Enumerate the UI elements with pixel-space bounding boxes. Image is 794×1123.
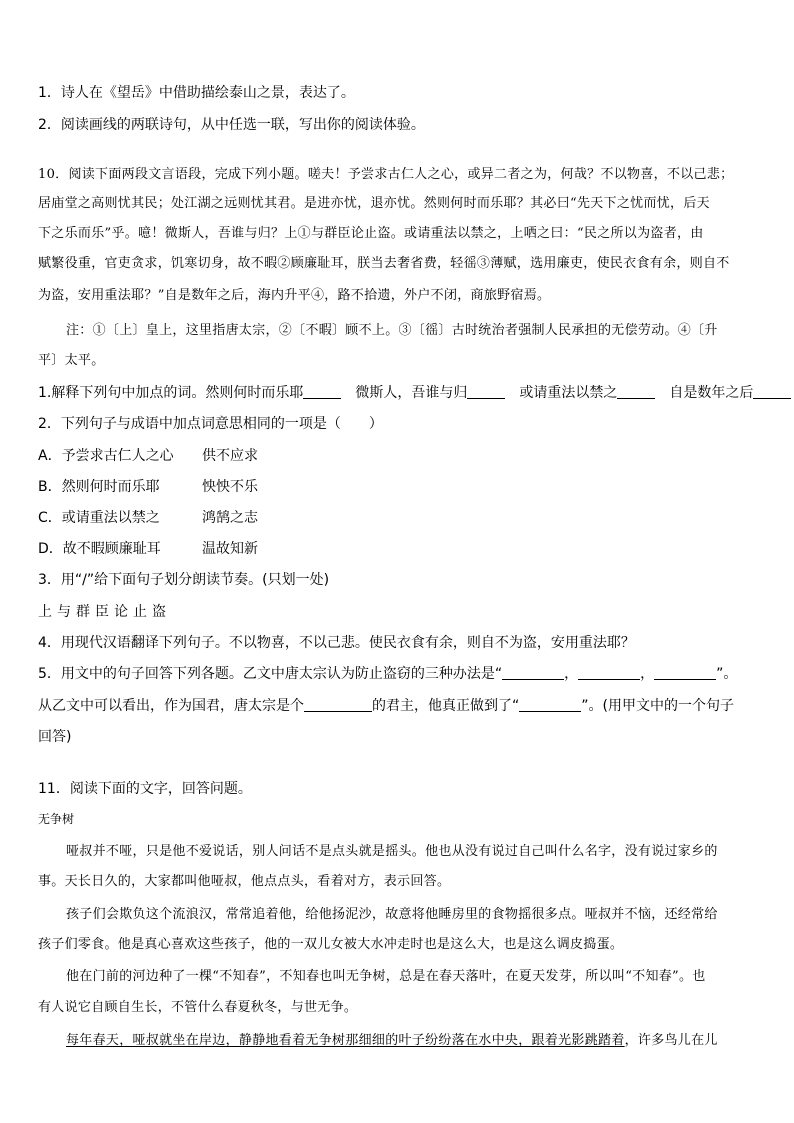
sub1-phrase-2: 微斯人，吾谁与归 (355, 385, 468, 401)
q10-passage-line: 居庙堂之高则忧其民；处江湖之远则忧其君。是进亦忧，退亦忧。然则何时而乐耶？其必曰“先天下之忧而忧，后天 (38, 196, 710, 211)
sub5-text: 的君主，他真正做到了“ (372, 698, 520, 714)
q10-sub4: 4．用现代汉语翻译下列句子。不以物喜，不以己悲。使民衣食有余，则自不为盗，安用重法耶？ (38, 635, 635, 651)
answer-blank[interactable] (654, 665, 716, 680)
answer-blank[interactable] (304, 697, 372, 712)
q10-sub2: 2．下列句子与成语中加点词意思相同的一项是（ ） (38, 416, 383, 432)
passage-tail: ，许多鸟儿在儿 (624, 1033, 718, 1048)
sub5-close: ”。 (716, 666, 738, 682)
q11-passage-line (66, 1032, 758, 1050)
sub5-text: 5．用文中的句子回答下列各题。乙文中唐太宗认为防止盗窃的三种办法是“ (38, 666, 503, 682)
passage-title: 无争树 (38, 812, 75, 826)
option-b-sentence: B．然则何时而乐耶 (38, 479, 160, 495)
question-1-text: 1．诗人在《望岳》中借助描绘泰山之景，表达了。 (38, 85, 355, 101)
option-c-idiom: 鸿鹄之志 (202, 510, 258, 526)
q10-sub5 (38, 665, 758, 683)
q11-passage-line: 他在门前的河边种了一棵“不知春”，不知春也叫无争树，总是在春天落叶，在夏天发芽，所以叫“不知春”。也 (66, 969, 706, 984)
answer-blank[interactable] (753, 384, 791, 399)
q11-passage-line: 哑叔并不哑，只是他不爱说话，别人问话不是点头就是摇头。他也从没有说过自己叫什么名字，没有说过家乡的 (66, 844, 718, 859)
q11-passage-line: 有人说它自顾自生长，不管什么春夏秋冬，与世无争。 (38, 1000, 358, 1015)
answer-blank[interactable] (303, 384, 341, 399)
option-c-sentence: C．或请重法以禁之 (38, 510, 160, 526)
option-d-sentence: D．故不暇顾廉耻耳 (38, 541, 161, 557)
question-2-text: 2．阅读画线的两联诗句，从中任选一联，写出你的阅读体验。 (38, 117, 425, 133)
sub1-prefix: 1.解释下列句中加点的词。然则何时而乐耶 (38, 385, 304, 401)
sub5-text: ”。(用甲文中的一个句子 (581, 698, 734, 714)
q11-passage-line: 孩子们零食。他是真心喜欢这些孩子，他的一双儿女被大水冲走时也是这么大，也是这么调皮捣蛋。 (38, 937, 624, 952)
option-row (38, 447, 758, 465)
q11-passage-line: 孩子们会欺负这个流浪汉，常常追着他，给他扬泥沙，故意将他睡房里的食物摇很多点。哑叔并不恼，还经常给 (66, 907, 718, 922)
option-b-idiom: 怏怏不乐 (202, 479, 258, 495)
option-row (38, 478, 758, 496)
q10-sub1 (38, 384, 758, 402)
q10-sub5-cont (38, 697, 758, 715)
option-a-sentence: A．予尝求古仁人之心 (38, 448, 174, 464)
q10-passage-line: 为盗，安用重法耶？”自是数年之后，海内升平④，路不拾遗，外户不闭，商旅野宿焉。 (38, 288, 551, 303)
option-d-idiom: 温故知新 (202, 541, 258, 557)
q10-sub5-end: 回答) (38, 729, 72, 745)
answer-blank[interactable] (617, 384, 655, 399)
sub5-text: 从乙文中可以看出，作为国君，唐太宗是个 (38, 698, 304, 714)
sub1-phrase-4: 自是数年之后 (669, 385, 754, 401)
answer-blank[interactable] (519, 697, 581, 712)
q11-heading: 11．阅读下面的文字，回答问题。 (38, 781, 252, 797)
separator: ， (564, 666, 579, 682)
q10-passage-line: 10．阅读下面两段文言语段，完成下列小题。嗟夫！予尝求古仁人之心，或异二者之为，何哉？不以物喜，不以己悲； (38, 167, 734, 182)
option-row (38, 509, 758, 527)
sub1-phrase-3: 或请重法以禁之 (519, 385, 618, 401)
separator: ， (640, 666, 655, 682)
q10-sub3-sentence: 上与群臣论止盗 (38, 604, 171, 620)
answer-blank[interactable] (502, 665, 564, 680)
q10-sub3: 3．用“/”给下面句子划分朗读节奏。(只划一处) (38, 572, 330, 588)
q10-note-line: 注：①〔上〕皇上，这里指唐太宗，②〔不暇〕顾不上。③〔徭〕古时统治者强制人民承担的无偿劳动。④〔升 (66, 323, 718, 338)
q11-passage-line: 事。天长日久的，大家都叫他哑叔，他点点头，看着对方，表示回答。 (38, 874, 451, 889)
option-a-idiom: 供不应求 (202, 448, 258, 464)
option-row (38, 540, 758, 558)
answer-blank[interactable] (467, 384, 505, 399)
q10-passage-line: 下之乐而乐”乎。噫！微斯人，吾谁与归？上①与群臣论止盗。或请重法以禁之，上哂之曰：“民之所以为盗者，由 (38, 226, 704, 241)
q10-passage-line: 赋繁役重，官吏贪求，饥寒切身，故不暇②顾廉耻耳，朕当去奢省费，轻徭③薄赋，选用廉吏，使民衣食有余，则自不 (38, 256, 730, 271)
answer-blank[interactable] (578, 665, 640, 680)
q10-note-line: 平〕太平。 (38, 353, 105, 368)
underlined-sentence: 每年春天，哑叔就坐在岸边，静静地看着无争树那细细的叶子纷纷落在水中央，跟着光影跳踏着 (66, 1033, 625, 1048)
